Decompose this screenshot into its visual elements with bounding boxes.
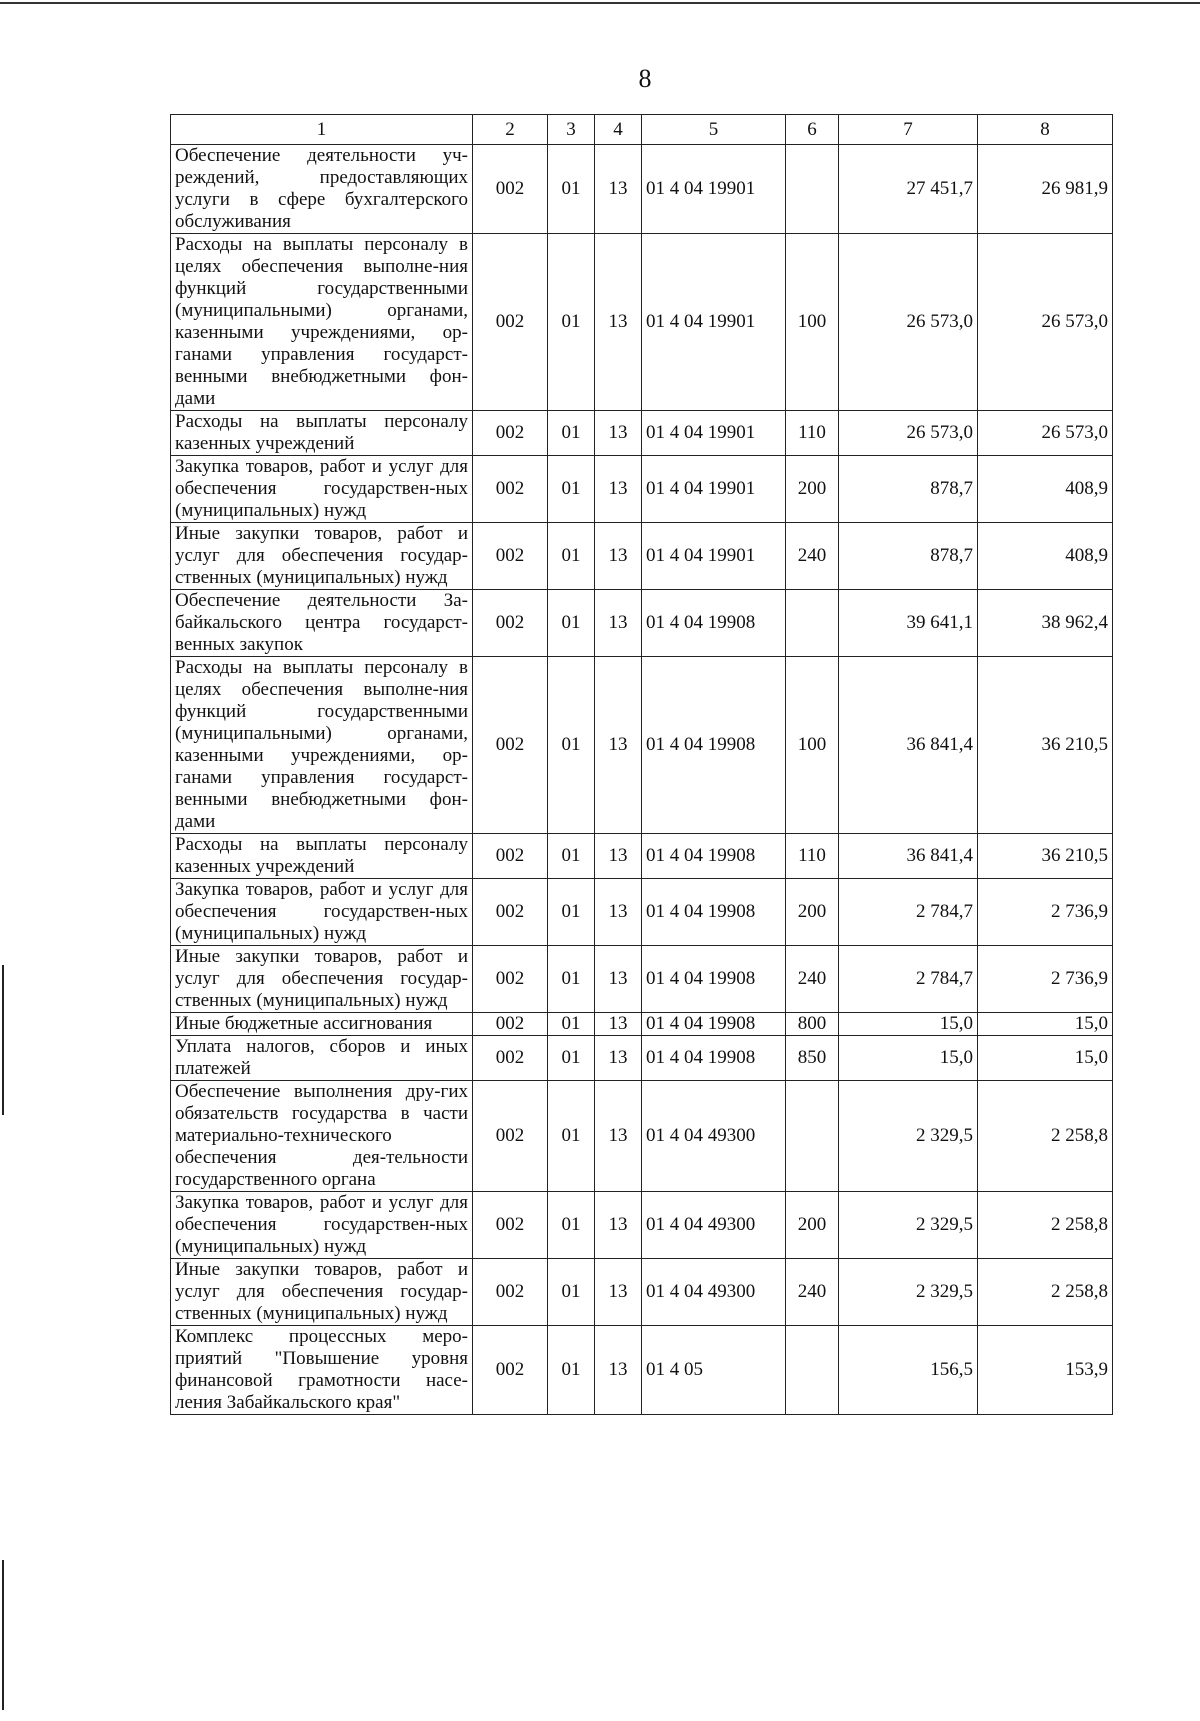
table-row [171, 145, 1113, 234]
column-header: 2 [473, 115, 548, 145]
section-code: 01 [548, 834, 595, 879]
expense-name: Расходы на выплаты персоналу в целях обеспечения выполне-ния функций государственными (муниципальными) органами, казенными учреждениями, ор-ганами управления государст-венными внебюджетными фон-дами [171, 234, 473, 411]
subsection-code: 13 [595, 523, 642, 590]
scan-edge-mark [2, 965, 4, 1115]
expense-type-code: 100 [786, 657, 839, 834]
target-article-code: 01 4 04 19901 [642, 523, 786, 590]
amount-col8: 36 210,5 [978, 834, 1113, 879]
scan-top-rule [0, 2, 1200, 4]
amount-col8: 38 962,4 [978, 590, 1113, 657]
ministry-code: 002 [473, 834, 548, 879]
expense-type-code [786, 145, 839, 234]
expense-type-code: 200 [786, 1192, 839, 1259]
section-code: 01 [548, 1036, 595, 1081]
table-row [171, 1326, 1113, 1415]
scan-edge-mark [2, 1560, 4, 1710]
expense-name: Уплата налогов, сборов и иных платежей [171, 1036, 473, 1081]
budget-table [170, 114, 1113, 1415]
ministry-code: 002 [473, 1081, 548, 1192]
amount-col8: 2 736,9 [978, 946, 1113, 1013]
expense-name: Иные закупки товаров, работ и услуг для обеспечения государ-ственных (муниципальных) нужд [171, 946, 473, 1013]
column-header: 4 [595, 115, 642, 145]
section-code: 01 [548, 1326, 595, 1415]
amount-col7: 26 573,0 [839, 411, 978, 456]
subsection-code: 13 [595, 234, 642, 411]
subsection-code: 13 [595, 1192, 642, 1259]
subsection-code: 13 [595, 834, 642, 879]
subsection-code: 13 [595, 456, 642, 523]
expense-name: Расходы на выплаты персоналу казенных учреждений [171, 834, 473, 879]
section-code: 01 [548, 523, 595, 590]
expense-name: Закупка товаров, работ и услуг для обеспечения государствен-ных (муниципальных) нужд [171, 1192, 473, 1259]
target-article-code: 01 4 04 19908 [642, 590, 786, 657]
ministry-code: 002 [473, 411, 548, 456]
subsection-code: 13 [595, 1036, 642, 1081]
ministry-code: 002 [473, 590, 548, 657]
expense-name: Обеспечение деятельности уч-реждений, предоставляющих услуги в сфере бухгалтерского обслуживания [171, 145, 473, 234]
expense-name: Иные закупки товаров, работ и услуг для обеспечения государ-ственных (муниципальных) нужд [171, 1259, 473, 1326]
amount-col8: 2 736,9 [978, 879, 1113, 946]
amount-col8: 408,9 [978, 523, 1113, 590]
expense-type-code: 200 [786, 879, 839, 946]
expense-type-code [786, 1081, 839, 1192]
amount-col8: 26 573,0 [978, 234, 1113, 411]
ministry-code: 002 [473, 523, 548, 590]
ministry-code: 002 [473, 1192, 548, 1259]
section-code: 01 [548, 234, 595, 411]
section-code: 01 [548, 1081, 595, 1192]
target-article-code: 01 4 05 [642, 1326, 786, 1415]
expense-type-code: 240 [786, 1259, 839, 1326]
amount-col7: 15,0 [839, 1036, 978, 1081]
table-row [171, 456, 1113, 523]
target-article-code: 01 4 04 19901 [642, 234, 786, 411]
section-code: 01 [548, 1013, 595, 1036]
ministry-code: 002 [473, 1036, 548, 1081]
section-code: 01 [548, 590, 595, 657]
table-row [171, 657, 1113, 834]
subsection-code: 13 [595, 1326, 642, 1415]
target-article-code: 01 4 04 19908 [642, 834, 786, 879]
expense-type-code: 850 [786, 1036, 839, 1081]
target-article-code: 01 4 04 19908 [642, 879, 786, 946]
amount-col7: 39 641,1 [839, 590, 978, 657]
section-code: 01 [548, 456, 595, 523]
subsection-code: 13 [595, 590, 642, 657]
table-row [171, 946, 1113, 1013]
amount-col7: 36 841,4 [839, 657, 978, 834]
expense-name: Закупка товаров, работ и услуг для обеспечения государствен-ных (муниципальных) нужд [171, 456, 473, 523]
ministry-code: 002 [473, 1259, 548, 1326]
table-row [171, 834, 1113, 879]
amount-col7: 2 329,5 [839, 1259, 978, 1326]
expense-type-code [786, 590, 839, 657]
table-row [171, 1036, 1113, 1081]
table-row [171, 1013, 1113, 1036]
amount-col7: 878,7 [839, 456, 978, 523]
expense-name: Комплекс процессных меро-приятий "Повышение уровня финансовой грамотности насе-ления Забайкальского края" [171, 1326, 473, 1415]
expense-name: Иные бюджетные ассигнования [171, 1013, 473, 1036]
amount-col8: 26 573,0 [978, 411, 1113, 456]
section-code: 01 [548, 946, 595, 1013]
ministry-code: 002 [473, 657, 548, 834]
amount-col8: 2 258,8 [978, 1259, 1113, 1326]
amount-col8: 2 258,8 [978, 1192, 1113, 1259]
subsection-code: 13 [595, 1259, 642, 1326]
target-article-code: 01 4 04 19908 [642, 657, 786, 834]
section-code: 01 [548, 657, 595, 834]
amount-col7: 2 784,7 [839, 946, 978, 1013]
expense-type-code [786, 1326, 839, 1415]
target-article-code: 01 4 04 49300 [642, 1259, 786, 1326]
table-row [171, 879, 1113, 946]
amount-col7: 878,7 [839, 523, 978, 590]
ministry-code: 002 [473, 946, 548, 1013]
amount-col8: 15,0 [978, 1036, 1113, 1081]
subsection-code: 13 [595, 1081, 642, 1192]
amount-col7: 2 329,5 [839, 1081, 978, 1192]
subsection-code: 13 [595, 1013, 642, 1036]
amount-col7: 27 451,7 [839, 145, 978, 234]
target-article-code: 01 4 04 19908 [642, 1013, 786, 1036]
amount-col8: 2 258,8 [978, 1081, 1113, 1192]
ministry-code: 002 [473, 1013, 548, 1036]
section-code: 01 [548, 411, 595, 456]
amount-col8: 36 210,5 [978, 657, 1113, 834]
column-header: 5 [642, 115, 786, 145]
amount-col8: 153,9 [978, 1326, 1113, 1415]
table-row [171, 411, 1113, 456]
subsection-code: 13 [595, 145, 642, 234]
expense-name: Расходы на выплаты персоналу в целях обеспечения выполне-ния функций государственными (муниципальными) органами, казенными учреждениями, ор-ганами управления государст-венными внебюджетными фон-дами [171, 657, 473, 834]
column-header: 6 [786, 115, 839, 145]
expense-name: Закупка товаров, работ и услуг для обеспечения государствен-ных (муниципальных) нужд [171, 879, 473, 946]
target-article-code: 01 4 04 19901 [642, 145, 786, 234]
target-article-code: 01 4 04 49300 [642, 1081, 786, 1192]
ministry-code: 002 [473, 1326, 548, 1415]
section-code: 01 [548, 1259, 595, 1326]
expense-name: Расходы на выплаты персоналу казенных учреждений [171, 411, 473, 456]
subsection-code: 13 [595, 879, 642, 946]
amount-col7: 2 784,7 [839, 879, 978, 946]
column-header: 1 [171, 115, 473, 145]
amount-col8: 408,9 [978, 456, 1113, 523]
header-row [171, 115, 1113, 145]
subsection-code: 13 [595, 411, 642, 456]
table-row [171, 523, 1113, 590]
table-row [171, 1259, 1113, 1326]
target-article-code: 01 4 04 19901 [642, 456, 786, 523]
expense-name: Обеспечение деятельности За-байкальского центра государст-венных закупок [171, 590, 473, 657]
table-row [171, 1081, 1113, 1192]
target-article-code: 01 4 04 19908 [642, 946, 786, 1013]
page-number: 8 [638, 64, 652, 93]
column-header: 8 [978, 115, 1113, 145]
section-code: 01 [548, 145, 595, 234]
column-header: 3 [548, 115, 595, 145]
expense-type-code: 200 [786, 456, 839, 523]
amount-col7: 26 573,0 [839, 234, 978, 411]
target-article-code: 01 4 04 19901 [642, 411, 786, 456]
amount-col7: 156,5 [839, 1326, 978, 1415]
expense-type-code: 100 [786, 234, 839, 411]
amount-col8: 15,0 [978, 1013, 1113, 1036]
expense-name: Обеспечение выполнения дру-гих обязательств государства в части материально-технического обеспечения дея-тельности государственного органа [171, 1081, 473, 1192]
column-header: 7 [839, 115, 978, 145]
ministry-code: 002 [473, 879, 548, 946]
ministry-code: 002 [473, 456, 548, 523]
target-article-code: 01 4 04 19908 [642, 1036, 786, 1081]
amount-col7: 2 329,5 [839, 1192, 978, 1259]
expense-type-code: 110 [786, 411, 839, 456]
expense-type-code: 800 [786, 1013, 839, 1036]
table-row [171, 234, 1113, 411]
table-row [171, 1192, 1113, 1259]
expense-name: Иные закупки товаров, работ и услуг для обеспечения государ-ственных (муниципальных) нужд [171, 523, 473, 590]
section-code: 01 [548, 1192, 595, 1259]
expense-type-code: 240 [786, 946, 839, 1013]
section-code: 01 [548, 879, 595, 946]
ministry-code: 002 [473, 145, 548, 234]
ministry-code: 002 [473, 234, 548, 411]
table-row [171, 590, 1113, 657]
target-article-code: 01 4 04 49300 [642, 1192, 786, 1259]
amount-col7: 15,0 [839, 1013, 978, 1036]
expense-type-code: 240 [786, 523, 839, 590]
subsection-code: 13 [595, 946, 642, 1013]
subsection-code: 13 [595, 657, 642, 834]
amount-col8: 26 981,9 [978, 145, 1113, 234]
amount-col7: 36 841,4 [839, 834, 978, 879]
expense-type-code: 110 [786, 834, 839, 879]
